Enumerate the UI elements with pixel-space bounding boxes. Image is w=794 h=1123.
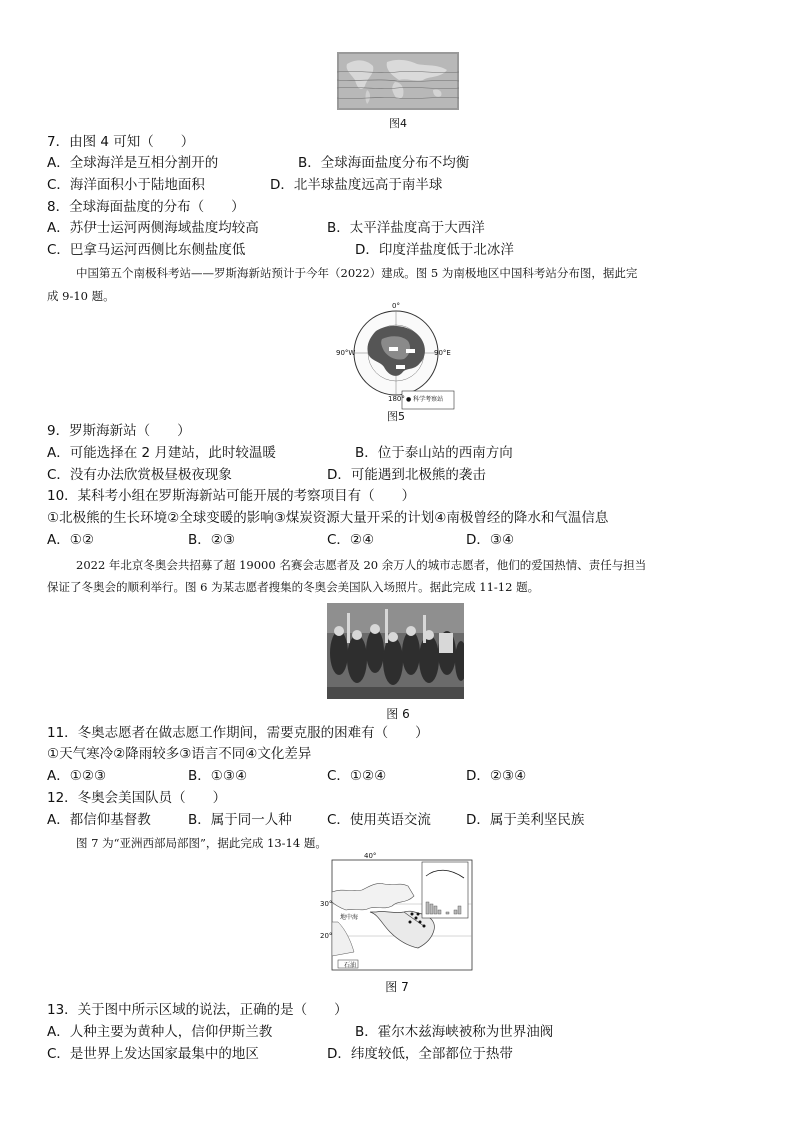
figure-7-mediterranean-label: 地中海 (340, 914, 359, 921)
figure-5-label-90e: 90°E (434, 349, 451, 357)
question-11-option-b[interactable]: B．①③④ (188, 768, 248, 784)
intro-9-10-line1: 中国第五个南极科考站——罗斯海新站预计于今年（2022）建成。图 5 为南极地区中国科考站分布图，据此完 (76, 266, 638, 280)
question-12-option-a[interactable]: A．都信仰基督教 (47, 812, 151, 828)
figure-5-label-0: 0° (392, 302, 400, 310)
world-map-image (337, 52, 459, 110)
question-13-option-c[interactable]: C．是世界上发达国家最集中的地区 (47, 1046, 259, 1062)
question-12-stem: 12．冬奥会美国队员（ ） (47, 790, 227, 806)
question-8-option-d[interactable]: D．印度洋盐度低于北冰洋 (355, 242, 514, 258)
figure-6-team-photo (327, 603, 464, 699)
question-7-option-d[interactable]: D．北半球盐度远高于南半球 (270, 177, 443, 193)
question-10-option-a[interactable]: A．①② (47, 532, 94, 548)
figure-5-legend: ● 科学考察站 (406, 396, 444, 403)
intro-11-12-line2: 保证了冬奥会的顺利举行。图 6 为某志愿者搜集的冬奥会美国队入场照片。据此完成 11-12 题。 (47, 580, 540, 594)
intro-11-12-line1: 2022 年北京冬奥会共招募了超 19000 名赛会志愿者及 20 余万人的城市志愿者，他们的爱国热情、责任与担当 (76, 558, 647, 572)
question-12-option-c[interactable]: C．使用英语交流 (327, 812, 431, 828)
question-10-items: ①北极熊的生长环境②全球变暖的影响③煤炭资源大量开采的计划④南极曾经的降水和气温信息 (47, 510, 609, 526)
question-11-stem: 11．冬奥志愿者在做志愿工作期间，需要克服的困难有（ ） (47, 725, 429, 741)
question-13-option-b[interactable]: B．霍尔木兹海峡被称为世界油阀 (355, 1024, 554, 1040)
figure-7-lat-20: 20° (320, 932, 333, 940)
question-13-option-a[interactable]: A．人种主要为黄种人，信仰伊斯兰教 (47, 1024, 273, 1040)
question-8-option-c[interactable]: C．巴拿马运河西侧比东侧盐度低 (47, 242, 246, 258)
question-10-stem: 10．某科考小组在罗斯海新站可能开展的考察项目有（ ） (47, 488, 416, 504)
question-9-stem: 9．罗斯海新站（ ） (47, 423, 191, 439)
figure-5-label-180: 180° (388, 395, 405, 403)
question-11-option-c[interactable]: C．①②④ (327, 768, 387, 784)
question-7-stem: 7．由图 4 可知（ ） (47, 134, 195, 150)
figure-5-label-90w: 90°W (336, 349, 356, 357)
figure-7-west-asia-map (318, 852, 474, 974)
question-13-option-d[interactable]: D．纬度较低，全部都位于热带 (327, 1046, 513, 1062)
question-8-stem: 8．全球海面盐度的分布（ ） (47, 199, 245, 215)
question-9-option-b[interactable]: B．位于泰山站的西南方向 (355, 445, 513, 461)
figure-7-lat-30: 30° (320, 900, 333, 908)
question-12-option-b[interactable]: B．属于同一人种 (188, 812, 292, 828)
figure-7-legend: 石油 (344, 962, 357, 969)
intro-9-10-line2: 成 9-10 题。 (47, 289, 115, 303)
question-10-option-b[interactable]: B．②③ (188, 532, 235, 548)
question-9-option-a[interactable]: A．可能选择在 2 月建站，此时较温暖 (47, 445, 276, 461)
question-11-option-a[interactable]: A．①②③ (47, 768, 107, 784)
photo-image (327, 603, 464, 699)
figure-5-antarctica-map (336, 302, 456, 413)
question-11-option-d[interactable]: D．②③④ (466, 768, 527, 784)
figure-4-salinity-map (337, 52, 459, 110)
figure-4-caption: 图4 (389, 117, 407, 130)
question-11-items: ①天气寒冷②降雨较多③语言不同④文化差异 (47, 746, 312, 762)
question-8-option-b[interactable]: B．太平洋盐度高于大西洋 (327, 220, 485, 236)
question-7-option-b[interactable]: B．全球海面盐度分布不均衡 (298, 155, 470, 171)
question-9-option-d[interactable]: D．可能遇到北极熊的袭击 (327, 467, 486, 483)
figure-6-caption: 图 6 (386, 707, 410, 721)
question-13-stem: 13．关于图中所示区域的说法，正确的是（ ） (47, 1002, 348, 1018)
question-10-option-d[interactable]: D．③④ (466, 532, 515, 548)
question-7-option-a[interactable]: A．全球海洋是互相分割开的 (47, 155, 219, 171)
question-8-option-a[interactable]: A．苏伊士运河两侧海域盐度均较高 (47, 220, 259, 236)
figure-5-caption: 图5 (387, 410, 405, 423)
intro-13-14-line1: 图 7 为“亚洲西部局部图”，据此完成 13-14 题。 (76, 836, 327, 850)
question-12-option-d[interactable]: D．属于美利坚民族 (466, 812, 585, 828)
question-7-option-c[interactable]: C．海洋面积小于陆地面积 (47, 177, 205, 193)
figure-7-lat-40: 40° (364, 852, 377, 860)
question-9-option-c[interactable]: C．没有办法欣赏极昼极夜现象 (47, 467, 232, 483)
question-10-option-c[interactable]: C．②④ (327, 532, 375, 548)
figure-7-caption: 图 7 (385, 980, 409, 994)
